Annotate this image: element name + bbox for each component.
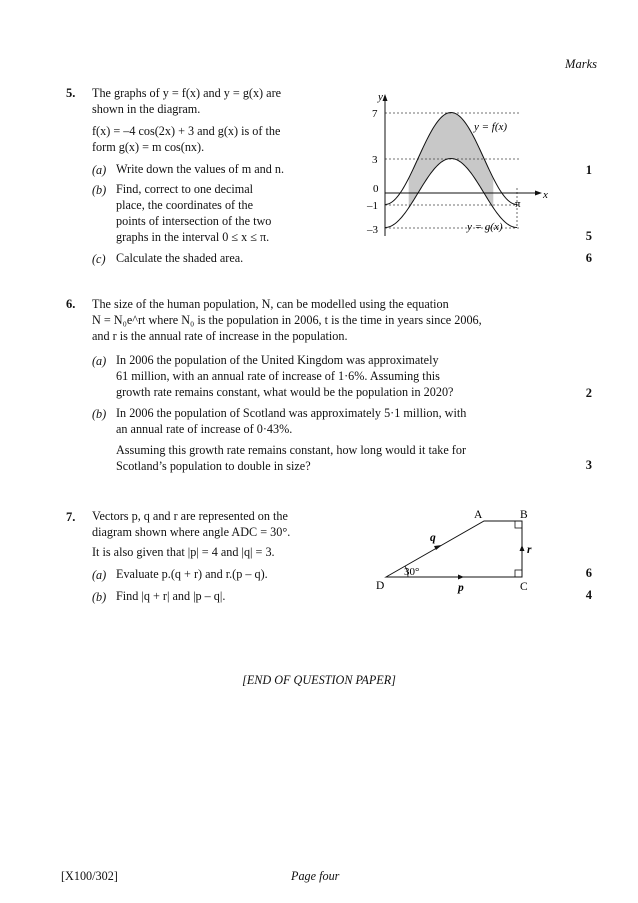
q5-c-label: (c) — [92, 252, 106, 266]
tick-label-0: 0 — [373, 183, 379, 195]
q6-a-line2: 61 million, with an annual rate of increase of 1·6%. Assuming this — [116, 369, 440, 383]
q5-b-label: (b) — [92, 183, 107, 197]
tick-label-m3: –3 — [367, 224, 378, 236]
x-axis-label: x — [543, 189, 548, 201]
vector-p-label: p — [458, 582, 464, 594]
end-of-paper: [END OF QUESTION PAPER] — [242, 673, 396, 687]
marks-heading: Marks — [565, 57, 597, 71]
q5-def-line2: form g(x) = m cos(nx). — [92, 140, 205, 154]
q6-b-label: (b) — [92, 407, 107, 421]
q7-line2: diagram shown where angle ADC = 30°. — [92, 525, 291, 539]
tick-label-pi: π — [515, 198, 521, 210]
q7-number: 7. — [66, 510, 76, 524]
q6-line2: N = N₀e^rt where N₀ is the population in 2006, t is the time in years since 2006, — [92, 313, 482, 327]
q6-b-line4: Scotland’s population to double in size? — [116, 459, 311, 473]
q7-line3: It is also given that |p| = 4 and |q| = 3. — [92, 545, 275, 559]
vertex-d: D — [376, 580, 385, 592]
vertex-b: B — [520, 509, 528, 521]
q5-intro-line2: shown in the diagram. — [92, 102, 201, 116]
q5-mark-c: 6 — [585, 251, 592, 265]
vector-q-label: q — [430, 532, 436, 544]
q6-intro — [92, 296, 532, 344]
g-curve-label: y = g(x) — [467, 221, 503, 233]
r-arrow — [520, 545, 525, 551]
q6-mark-b: 3 — [585, 458, 592, 472]
q5-a-label: (a) — [92, 163, 107, 177]
q5-intro — [92, 85, 308, 117]
q7-mark-b: 4 — [585, 588, 592, 602]
q6-line3: and r is the annual rate of increase in the population. — [92, 329, 348, 343]
right-angle-b — [515, 521, 522, 528]
q7-b-label: (b) — [92, 590, 107, 604]
q6-b-text — [116, 405, 532, 474]
q5-mark-a: 1 — [585, 163, 592, 177]
q6-a-label: (a) — [92, 354, 107, 368]
q5-b-line4: graphs in the interval 0 ≤ x ≤ π. — [116, 230, 270, 244]
footer-page: Page four — [291, 869, 340, 883]
q5-c-text: Calculate the shaded area. — [116, 251, 244, 265]
q6-line1: The size of the human population, N, can be modelled using the equation — [92, 297, 449, 311]
y-axis-arrow — [383, 94, 388, 101]
y-axis-label: y — [378, 91, 383, 103]
q6-a-line3: growth rate remains constant, what would be the population in 2020? — [116, 385, 454, 399]
vector-r-label: r — [527, 544, 532, 556]
q6-a-line1: In 2006 the population of the United Kingdom was approximately — [116, 353, 439, 367]
footer-code: [X100/302] — [61, 869, 118, 883]
angle-label: 30° — [404, 566, 420, 578]
q5-mark-b: 5 — [585, 229, 592, 243]
q6-b-line3: Assuming this growth rate remains constant, how long would it take for — [116, 443, 466, 457]
vertex-c: C — [520, 581, 528, 593]
tick-label-3: 3 — [372, 154, 378, 166]
p-arrow — [458, 575, 464, 580]
q5-b-line2: place, the coordinates of the — [116, 198, 254, 212]
q5-graph — [355, 88, 555, 243]
vertex-a: A — [474, 509, 483, 521]
tick-label-7: 7 — [372, 108, 378, 120]
q6-number: 6. — [66, 297, 76, 311]
tick-label-m1: –1 — [367, 200, 378, 212]
q5-number: 5. — [66, 86, 76, 100]
q5-b-text — [116, 181, 308, 245]
q7-line1: Vectors p, q and r are represented on the — [92, 509, 288, 523]
q5-intro-line1: The graphs of y = f(x) and y = g(x) are — [92, 86, 282, 100]
q5-def-line1: f(x) = –4 cos(2x) + 3 and g(x) is of the — [92, 124, 281, 138]
f-curve-label: y = f(x) — [474, 121, 508, 133]
x-axis-arrow — [535, 191, 542, 196]
q6-b-line1: In 2006 the population of Scotland was approximately 5·1 million, with — [116, 406, 467, 420]
q7-intro — [92, 508, 332, 540]
q5-b-line1: Find, correct to one decimal — [116, 182, 254, 196]
q5-definition — [92, 123, 308, 155]
right-angle-c — [515, 570, 522, 577]
q6-b-line2: an annual rate of increase of 0·43%. — [116, 422, 293, 436]
q7-b-text: Find |q + r| and |p – q|. — [116, 589, 226, 603]
q6-mark-a: 2 — [585, 386, 592, 400]
q5-a-text: Write down the values of m and n. — [116, 162, 285, 176]
q7-vector-diagram — [370, 505, 550, 597]
q7-a-label: (a) — [92, 568, 107, 582]
q7-mark-a: 6 — [585, 566, 592, 580]
q7-a-text: Evaluate p.(q + r) and r.(p – q). — [116, 567, 268, 581]
q5-b-line3: points of intersection of the two — [116, 214, 272, 228]
q6-a-text — [116, 352, 532, 400]
